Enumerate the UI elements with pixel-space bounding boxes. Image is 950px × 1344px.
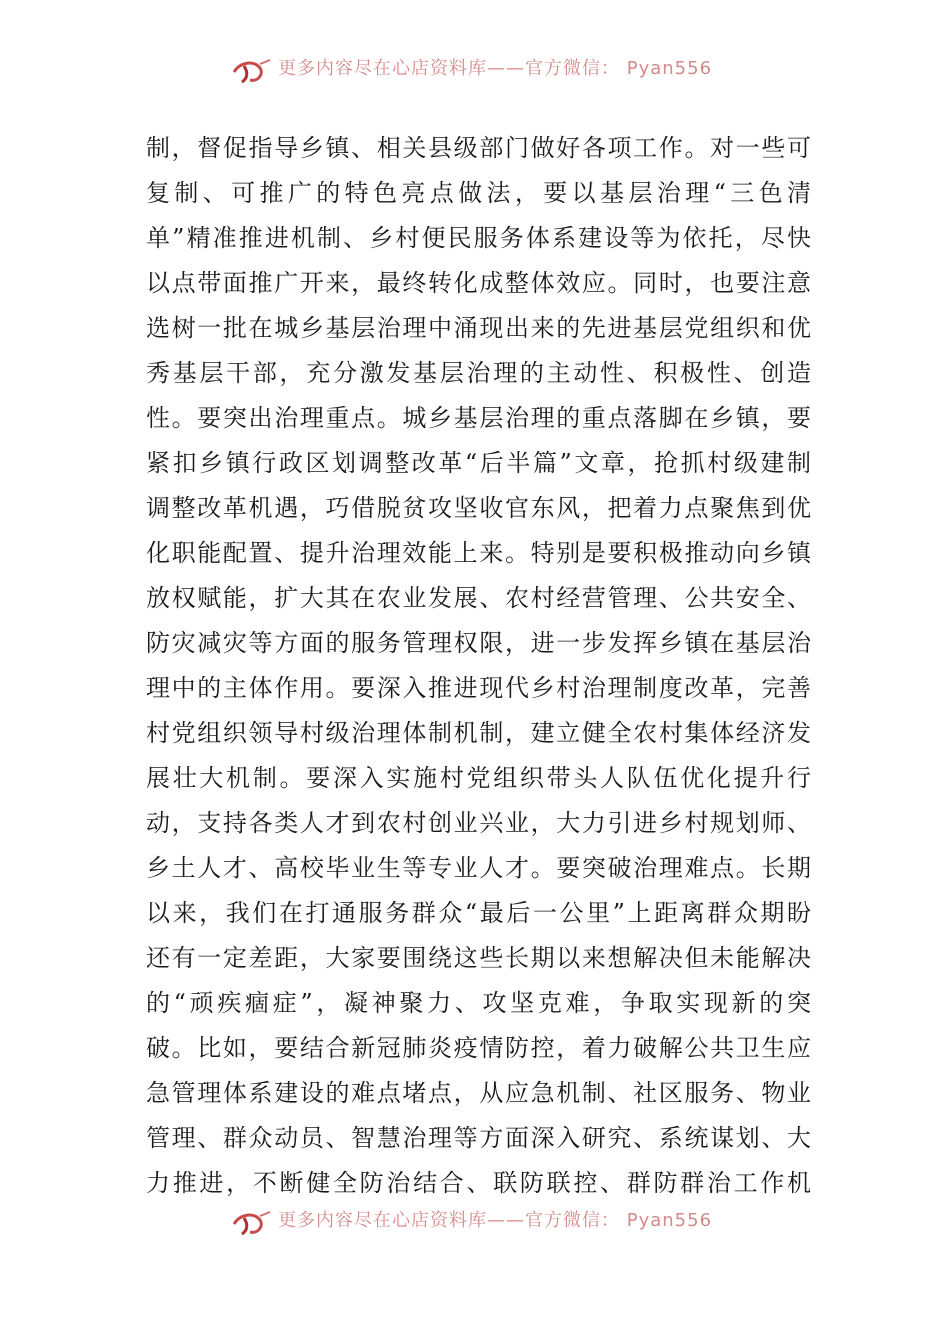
banner-text: 更多内容尽在心店资料库——官方微信： Pyan556: [278, 58, 713, 79]
text-line: 选树一批在城乡基层治理中涌现出来的先进基层党组织和优: [146, 314, 811, 342]
text-line: 放权赋能，扩大其在农业发展、农村经营管理、公共安全、: [146, 584, 811, 612]
text-line: 紧扣乡镇行政区划调整改革“后半篇”文章，抢抓村级建制: [146, 449, 811, 477]
text-line: 防灾减灾等方面的服务管理权限，进一步发挥乡镇在基层治: [146, 629, 811, 657]
text-line: 还有一定差距，大家要围绕这些长期以来想解决但未能解决: [146, 944, 811, 972]
text-line: 乡土人才、高校毕业生等专业人才。要突破治理难点。长期: [146, 854, 811, 882]
text-line: 展壮大机制。要深入实施村党组织带头人队伍优化提升行: [146, 764, 811, 792]
document-body: [146, 126, 811, 1206]
text-line: 力推进，不断健全防治结合、联防联控、群防群治工作机: [146, 1169, 811, 1197]
text-line: 理中的主体作用。要深入推进现代乡村治理制度改革，完善: [146, 674, 811, 702]
header-banner: [0, 56, 950, 86]
text-line: 性。要突出治理重点。城乡基层治理的重点落脚在乡镇，要: [146, 404, 811, 432]
text-line: 以点带面推广开来，最终转化成整体效应。同时，也要注意: [146, 269, 811, 297]
banner-text: 更多内容尽在心店资料库——官方微信： Pyan556: [278, 1210, 713, 1231]
text-line: 破。比如，要结合新冠肺炎疫情防控，着力破解公共卫生应: [146, 1034, 811, 1062]
text-line: 的“顽疾痼症”，凝神聚力、攻坚克难，争取实现新的突: [146, 989, 811, 1017]
text-line: 复制、可推广的特色亮点做法，要以基层治理“三色清: [146, 179, 811, 207]
text-line: 急管理体系建设的难点堵点，从应急机制、社区服务、物业: [146, 1079, 811, 1107]
text-line: 管理、群众动员、智慧治理等方面深入研究、系统谋划、大: [146, 1124, 811, 1152]
text-line: 动，支持各类人才到农村创业兴业，大力引进乡村规划师、: [146, 809, 811, 837]
text-line: 调整改革机遇，巧借脱贫攻坚收官东风，把着力点聚焦到优: [146, 494, 811, 522]
brand-logo-icon: [230, 58, 274, 84]
text-line: 制，督促指导乡镇、相关县级部门做好各项工作。对一些可: [146, 134, 811, 162]
footer-banner: [0, 1208, 950, 1238]
text-line: 化职能配置、提升治理效能上来。特别是要积极推动向乡镇: [146, 539, 811, 567]
brand-logo-icon: [230, 1210, 274, 1236]
text-line: 秀基层干部，充分激发基层治理的主动性、积极性、创造: [146, 359, 811, 387]
text-line: 村党组织领导村级治理体制机制，建立健全农村集体经济发: [146, 719, 811, 747]
text-line: 单”精准推进机制、乡村便民服务体系建设等为依托，尽快: [146, 224, 811, 252]
text-line: 以来，我们在打通服务群众“最后一公里”上距离群众期盼: [146, 899, 811, 927]
